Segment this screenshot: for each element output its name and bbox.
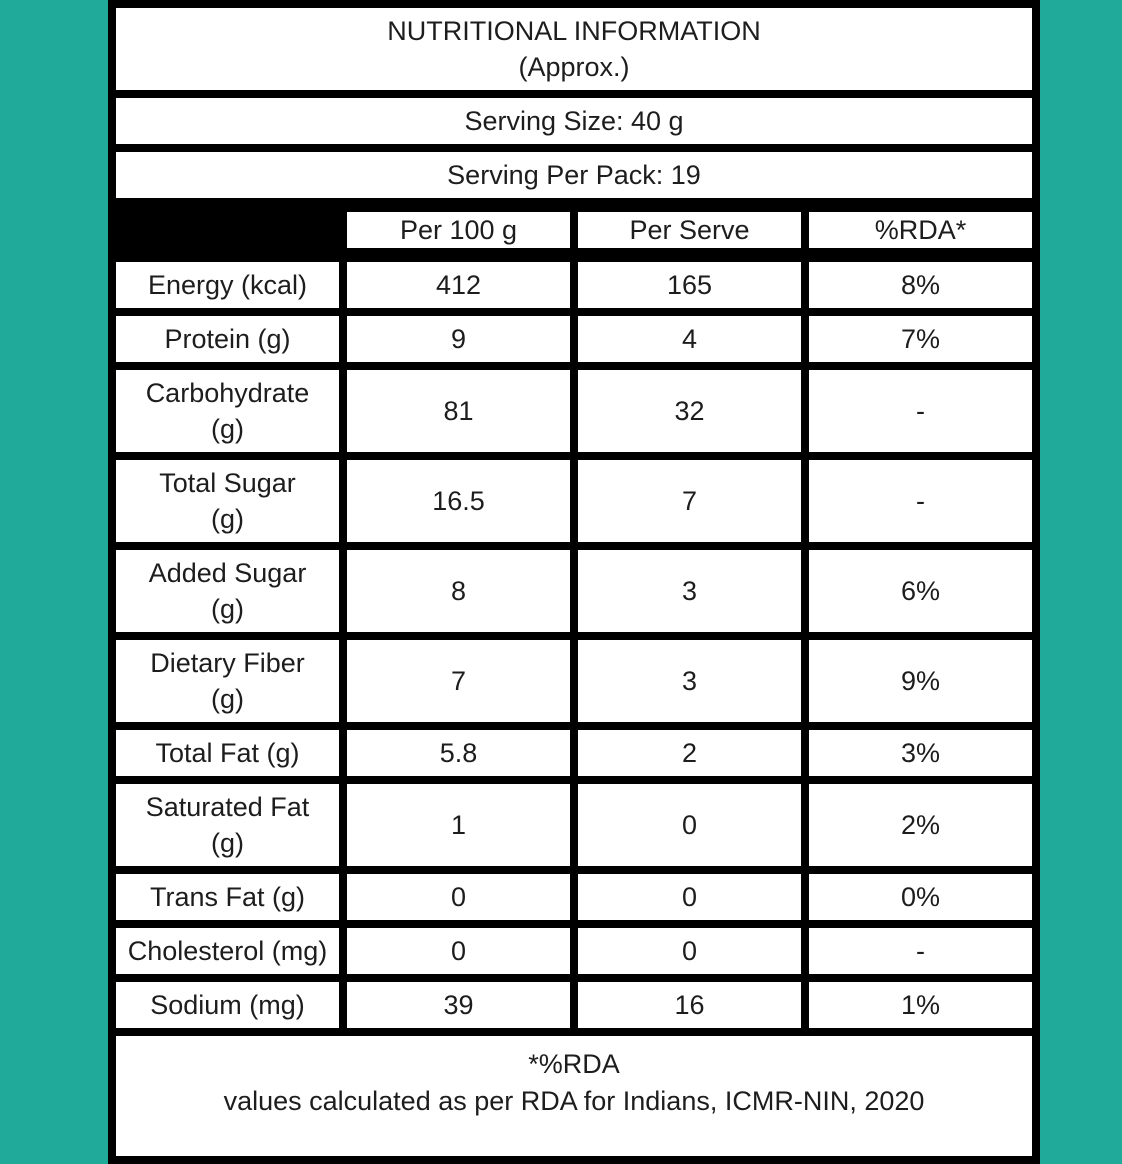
nutrient-label-cell: [116, 460, 339, 542]
rda-cell: 8%: [809, 262, 1032, 308]
table-row: [116, 784, 1032, 866]
per-100g-cell: 16.5: [347, 460, 570, 542]
nutrient-label-cell: [116, 316, 339, 362]
nutrient-label-cell: [116, 262, 339, 308]
table-row: [116, 928, 1032, 974]
nutrient-label-line: Trans Fat (g): [149, 882, 306, 912]
per-100g-cell: 39: [347, 982, 570, 1028]
serving-size-text: Serving Size: 40 g: [464, 106, 684, 136]
column-header-per-100g: Per 100 g: [347, 212, 570, 248]
nutrient-label-cell: [116, 874, 339, 920]
per-100g-cell: 412: [347, 262, 570, 308]
per-serve-cell: 0: [578, 784, 801, 866]
table-row: [116, 370, 1032, 452]
per-serve-cell: 3: [578, 640, 801, 722]
per-100g-cell: 7: [347, 640, 570, 722]
nutrient-label-line: (g): [211, 594, 244, 624]
nutrient-label-line: (g): [211, 504, 244, 534]
nutrition-facts-table: [108, 0, 1040, 1164]
nutrient-label-cell: [116, 550, 339, 632]
nutrient-label-line: Sodium (mg): [150, 990, 305, 1020]
nutrient-label-line: (g): [211, 828, 244, 858]
table-row: [116, 982, 1032, 1028]
column-header-row: [116, 206, 1032, 254]
per-serve-cell: 7: [578, 460, 801, 542]
nutrient-label-cell: [116, 982, 339, 1028]
nutrient-label-cell: [116, 730, 339, 776]
per-serve-cell: 0: [578, 928, 801, 974]
table-row: [116, 550, 1032, 632]
nutrient-label-line: Dietary Fiber: [150, 648, 305, 678]
nutrient-label-cell: [116, 928, 339, 974]
per-serve-cell: 165: [578, 262, 801, 308]
per-serve-cell: 32: [578, 370, 801, 452]
per-serve-cell: 16: [578, 982, 801, 1028]
footnote-line2: values calculated as per RDA for Indians, ICMR-NIN, 2020: [223, 1086, 925, 1116]
column-header-rda: %RDA*: [809, 212, 1032, 248]
per-100g-cell: 81: [347, 370, 570, 452]
serving-per-pack-text: Serving Per Pack: 19: [447, 160, 701, 190]
rda-cell: 9%: [809, 640, 1032, 722]
nutrient-label-cell: [116, 784, 339, 866]
per-serve-cell: 2: [578, 730, 801, 776]
nutrient-label-line: Total Sugar: [159, 468, 296, 498]
per-serve-cell: 3: [578, 550, 801, 632]
table-row: [116, 460, 1032, 542]
per-serve-cell: 0: [578, 874, 801, 920]
column-header-per-serve: Per Serve: [578, 212, 801, 248]
nutrient-label-line: Cholesterol (mg): [127, 936, 328, 966]
footnote-row: [116, 1036, 1032, 1156]
nutrient-label-cell: [116, 640, 339, 722]
serving-per-pack-row: [116, 152, 1032, 198]
table-title-line2: (Approx.): [518, 52, 630, 82]
per-100g-cell: 0: [347, 874, 570, 920]
rda-cell: 2%: [809, 784, 1032, 866]
nutrient-label-line: Added Sugar: [148, 558, 307, 588]
per-100g-cell: 9: [347, 316, 570, 362]
nutrient-label-line: (g): [211, 684, 244, 714]
nutrient-label-line: Energy (kcal): [147, 270, 308, 300]
per-serve-cell: 4: [578, 316, 801, 362]
rda-cell: 6%: [809, 550, 1032, 632]
nutrient-label-line: (g): [211, 414, 244, 444]
table-title-line1: NUTRITIONAL INFORMATION: [387, 16, 761, 46]
rda-cell: -: [809, 370, 1032, 452]
rda-cell: 1%: [809, 982, 1032, 1028]
table-row: [116, 262, 1032, 308]
per-100g-cell: 0: [347, 928, 570, 974]
nutrient-label-line: Protein (g): [164, 324, 291, 354]
per-100g-cell: 1: [347, 784, 570, 866]
table-row: [116, 316, 1032, 362]
per-100g-cell: 5.8: [347, 730, 570, 776]
table-row: [116, 874, 1032, 920]
rda-cell: 7%: [809, 316, 1032, 362]
rda-cell: -: [809, 460, 1032, 542]
nutrient-label-line: Carbohydrate: [145, 378, 310, 408]
serving-size-row: [116, 98, 1032, 144]
rda-cell: 3%: [809, 730, 1032, 776]
table-title: [116, 8, 1032, 90]
nutrient-label-line: Saturated Fat: [145, 792, 310, 822]
table-row: [116, 730, 1032, 776]
nutrient-label-line: Total Fat (g): [155, 738, 300, 768]
per-100g-cell: 8: [347, 550, 570, 632]
table-row: [116, 640, 1032, 722]
footnote-line1: *%RDA: [528, 1049, 620, 1079]
rda-cell: -: [809, 928, 1032, 974]
nutrient-label-cell: [116, 370, 339, 452]
rda-cell: 0%: [809, 874, 1032, 920]
